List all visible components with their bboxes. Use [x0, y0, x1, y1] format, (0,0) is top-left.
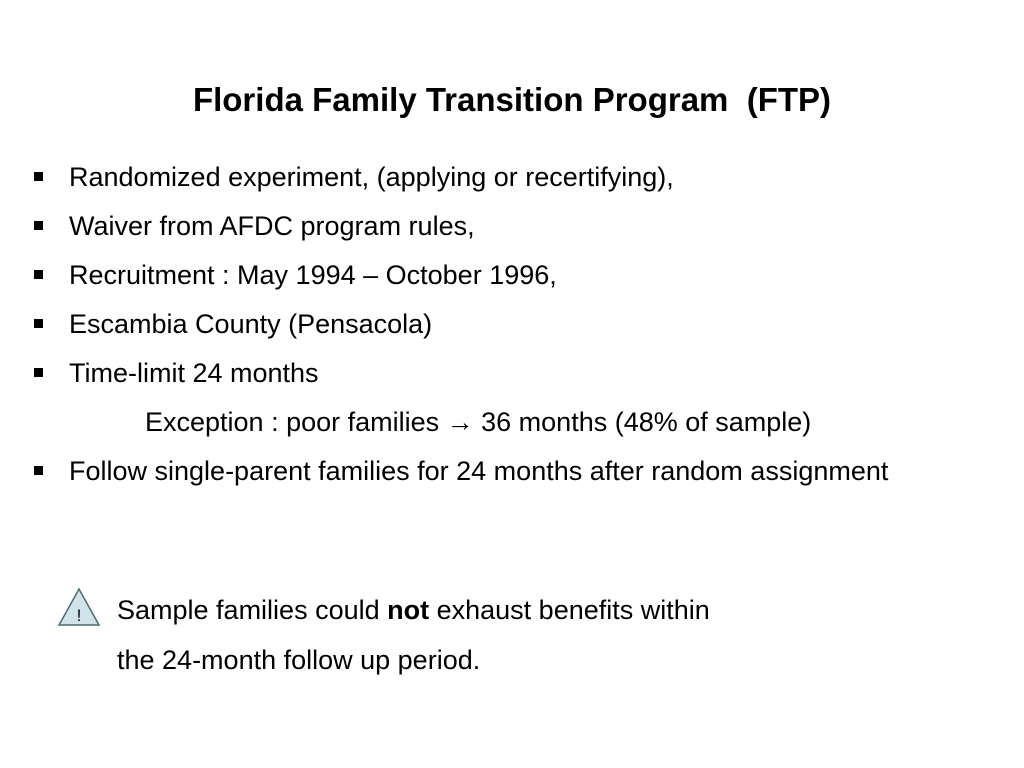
warning-text-part: exhaust benefits within — [429, 595, 710, 625]
warning-emphasis: not — [387, 595, 430, 625]
square-bullet-icon — [34, 221, 43, 230]
square-bullet-icon — [34, 466, 43, 475]
bullet-text: Recruitment : May 1994 – October 1996, — [69, 260, 557, 290]
bullet-item — [34, 303, 1004, 345]
bullet-item — [34, 156, 1004, 198]
bullet-text: Time-limit 24 months — [69, 358, 319, 388]
bullet-item — [34, 450, 1004, 492]
square-bullet-icon — [34, 270, 43, 279]
bullet-text: Follow single-parent families for 24 months after random assignment — [69, 456, 889, 486]
warning-symbol: ! — [76, 606, 82, 625]
bullet-item — [34, 352, 1004, 394]
warning-line-1 — [117, 585, 1007, 635]
bullet-text: Escambia County (Pensacola) — [69, 309, 433, 339]
square-bullet-icon — [34, 319, 43, 328]
warning-line-2: the 24-month follow up period. — [117, 645, 481, 675]
square-bullet-icon — [34, 172, 43, 181]
bullet-list — [34, 156, 1004, 499]
slide-title: Florida Family Transition Program (FTP) — [192, 81, 832, 118]
warning-note — [57, 585, 1007, 685]
bullet-item — [34, 254, 1004, 296]
bullet-text: Randomized experiment, (applying or recertifying), — [69, 162, 674, 192]
bullet-item — [34, 205, 1004, 247]
warning-triangle-icon — [57, 587, 101, 627]
exception-note: Exception : poor families → 36 months (48% of sample) — [145, 407, 812, 437]
square-bullet-icon — [34, 368, 43, 377]
warning-text-part: Sample families could — [117, 595, 388, 625]
bullet-text: Waiver from AFDC program rules, — [69, 211, 475, 241]
